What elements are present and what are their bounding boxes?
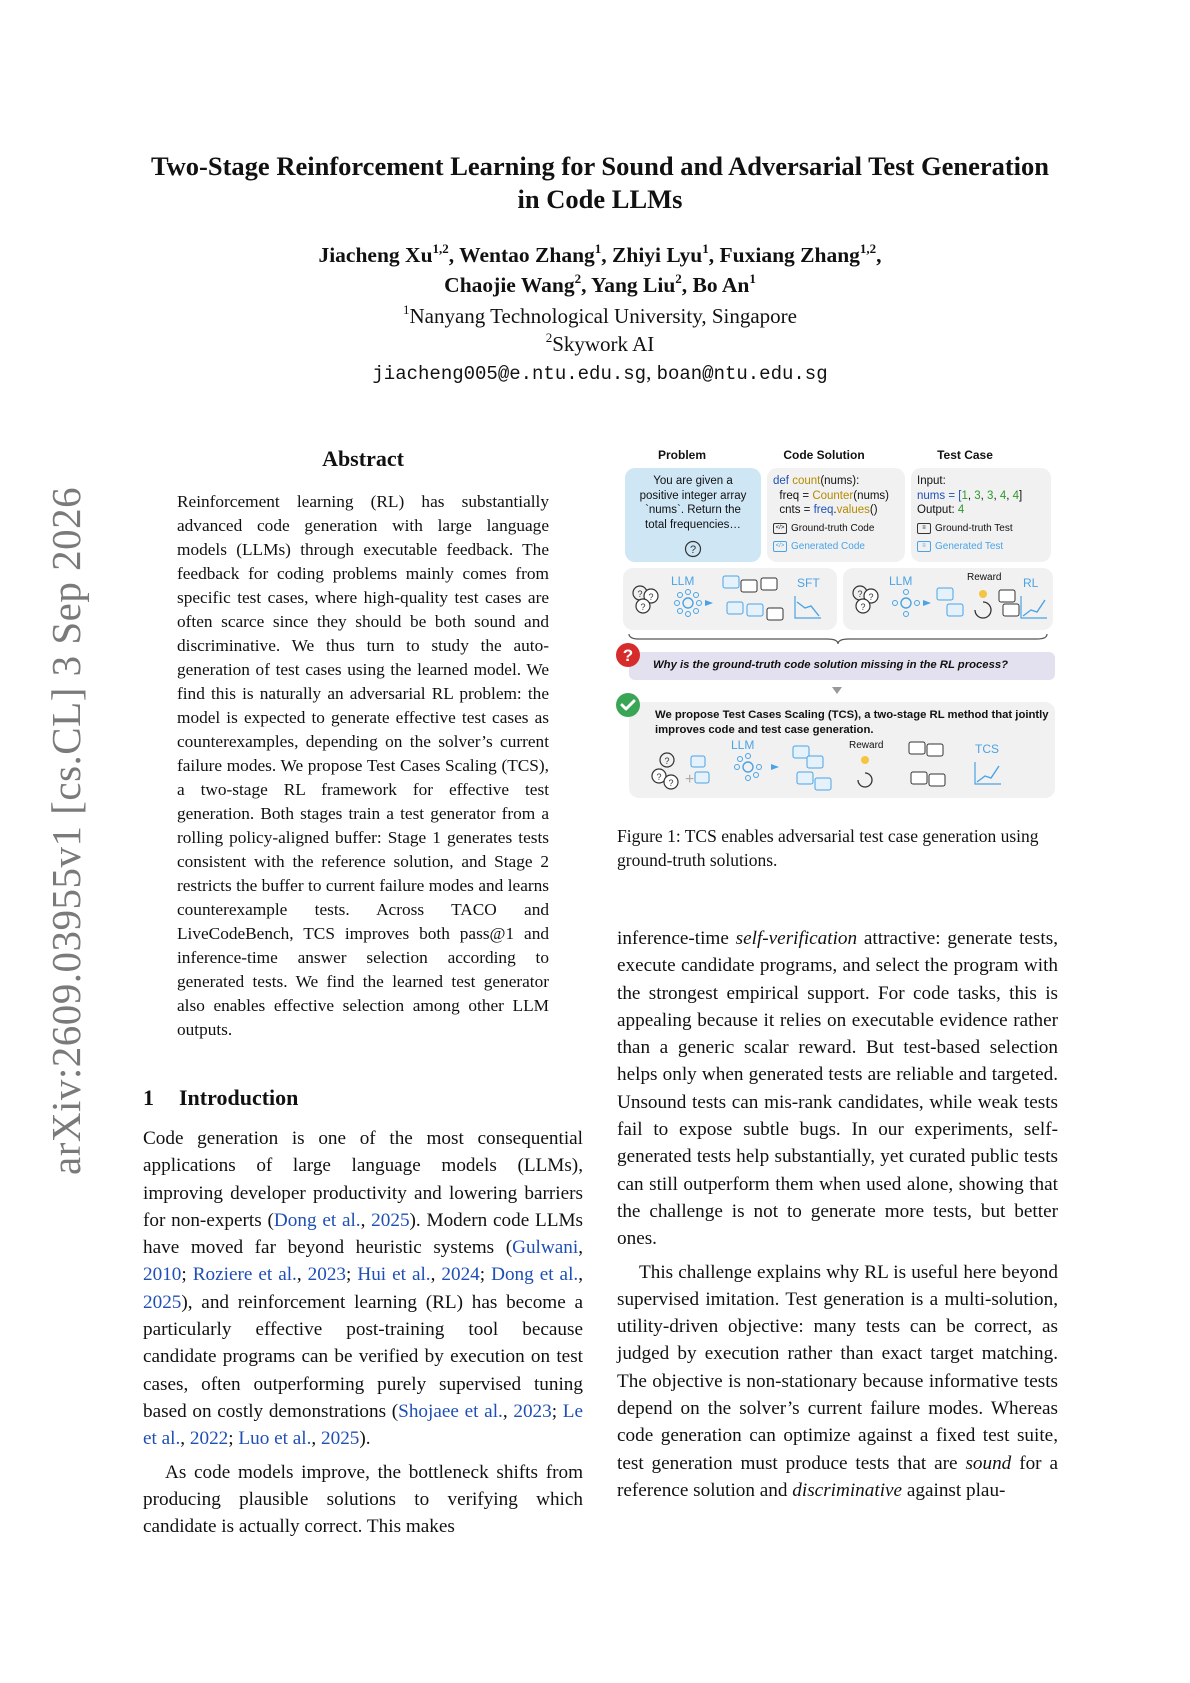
svg-text:?: ? xyxy=(664,756,670,766)
arrow-right-icon xyxy=(705,598,717,608)
citation-link[interactable]: 2025 xyxy=(143,1291,182,1313)
check-mark-icon xyxy=(615,692,641,718)
tcs-label: TCS xyxy=(975,742,999,756)
test-line: nums = [1, 3, 3, 4, 4] xyxy=(917,489,1023,502)
rl-panel xyxy=(843,568,1053,630)
citation-link[interactable]: 2023 xyxy=(307,1264,347,1286)
right-paragraph-1: inference-time self-verification attractive: generate tests, execute candidate programs, and select the program with the strongest empirical support. For code tasks, this is appealing because it relies on executable evidence rather than a generic scalar reward. But test-based selection helps only when generated tests are reliable and targeted. Unsound tests can mis-rank candidates, while weak tests fail to expose subtle bugs. In our experiments, self-generated tests help substantially, yet curated public tests can still outperform them when used alone, showing that the challenge is not to generate more tests, but better ones. xyxy=(617,928,1058,1250)
right-paragraph-2: This challenge explains why RL is useful here beyond supervised imitation. Test generation is a multi-solution, utility-driven objective: many tests can be correct, as judged by execution rather than exact target matching. The objective is non-stationary because informative tests depend on the solver’s current failure modes. Whereas code generation can optimize against a fixed test suite, test generation must produce tests that are sound for a reference solution and discriminative against plau- xyxy=(617,1261,1058,1501)
emphasized-term: sound xyxy=(965,1452,1012,1474)
header-code-solution: Code Solution xyxy=(783,448,865,462)
citation-link[interactable]: 2010 xyxy=(143,1264,182,1286)
citation-link[interactable]: 2025 xyxy=(371,1209,410,1231)
test-files-icon xyxy=(905,738,955,794)
svg-text:?: ? xyxy=(640,602,646,612)
svg-text:?: ? xyxy=(637,589,643,599)
llm-label-tcs: LLM xyxy=(731,738,755,752)
svg-text:?: ? xyxy=(656,772,662,782)
author-name: Jiacheng Xu xyxy=(318,243,433,267)
author-name: Zhiyi Lyu xyxy=(612,243,703,267)
legend-ground-truth-test: ≡ Ground-truth Test xyxy=(917,523,1013,534)
problem-plus-code-icon xyxy=(651,742,711,796)
affiliation-1: $^1$Nanyang Technological University, Singapore xyxy=(402,302,797,328)
code-solution-box xyxy=(767,468,905,562)
citation-link[interactable]: Shojaee et al. xyxy=(398,1400,503,1422)
sft-label: SFT xyxy=(797,576,820,590)
author-affiliation-marker: 1 xyxy=(594,241,602,256)
code-line: freq = Counter(nums) xyxy=(773,489,890,502)
author-list-line-1: Jiacheng Xu$^{1,2}$, Wentao Zhang$^1$, Zhiyi Lyu$^1$, Fuxiang Zhang$^{1,2}$, xyxy=(318,241,882,267)
legend-generated-code: </> Generated Code xyxy=(773,541,865,552)
reward-label-tcs: Reward xyxy=(849,740,884,751)
svg-text:?: ? xyxy=(857,589,863,599)
author-name: Yang Liu xyxy=(591,273,676,297)
llm-label-sft: LLM xyxy=(671,574,695,588)
author-name: Fuxiang Zhang xyxy=(719,243,860,267)
header-test-case: Test Case xyxy=(937,448,993,462)
generated-code-icon: </> xyxy=(773,541,787,552)
chart-up-icon xyxy=(973,760,1003,786)
citation-link[interactable]: 2022 xyxy=(189,1428,229,1450)
test-line: Input: xyxy=(917,475,946,487)
generated-files-icon xyxy=(717,572,789,626)
author-name: Wentao Zhang xyxy=(459,243,595,267)
test-snippet xyxy=(917,474,1022,518)
proposal-panel xyxy=(629,702,1055,798)
citation-link[interactable]: Roziere et al. xyxy=(192,1264,297,1286)
citation-link[interactable]: 2023 xyxy=(513,1400,552,1422)
figure-caption: Figure 1: TCS enables adversarial test case generation using ground-truth solutions. xyxy=(617,826,1039,870)
arrow-right-icon xyxy=(923,598,935,608)
header-problem: Problem xyxy=(657,448,706,462)
paper-title: Two-Stage Reinforcement Learning for Sound and Adversarial Test Generation in Code LLMs xyxy=(150,151,1050,214)
svg-text:+: + xyxy=(685,771,695,788)
citation-link[interactable]: 2024 xyxy=(441,1264,480,1286)
abstract-heading: Abstract xyxy=(322,446,404,471)
code-line: cnts = freq.values() xyxy=(773,504,878,516)
author-affiliation-marker: 2 xyxy=(574,271,582,286)
author-affiliation-marker: 1 xyxy=(702,241,709,256)
rl-label: RL xyxy=(1023,576,1039,590)
citation-link[interactable]: Dong et al. xyxy=(491,1264,579,1286)
llm-label-rl: LLM xyxy=(889,574,913,588)
citation-link[interactable]: Dong et al. xyxy=(273,1209,361,1231)
test-case-box xyxy=(911,468,1051,562)
svg-text:?: ? xyxy=(868,592,874,602)
reward-label: Reward xyxy=(967,572,1002,583)
author-affiliation-marker: 1 xyxy=(749,271,756,286)
arrow-right-icon xyxy=(771,762,783,772)
llm-network-icon xyxy=(733,752,763,782)
citation-link[interactable]: Le et al. xyxy=(143,1400,584,1450)
author-affiliation-marker: 1,2 xyxy=(859,241,877,256)
legend-ground-truth-code: </> Ground-truth Code xyxy=(773,523,874,534)
svg-text:?: ? xyxy=(689,544,697,556)
test-line: Output: 4 xyxy=(917,504,965,516)
code-line: def count(nums): xyxy=(773,475,860,487)
chart-up-icon xyxy=(1019,594,1049,620)
code-file-icon: </> xyxy=(773,523,787,534)
abstract-text: Reinforcement learning (RL) has substantially advanced code generation with large language models (LLMs) through executable feedback. The feedback for coding problems mainly comes from specific test cases, where high-quality test cases are often scarce since they should be both sound and discriminative. We thus turn to study the auto-generation of test cases using the learned model. We find this is naturally an adversarial RL problem: the model is expected to generate effective test cases as counterexamples, depending on the solver’s current failure modes. We propose Test Cases Scaling (TCS), a two-stage RL framework for effective test generation. Both stages train a test generator from a rolling policy-aligned buffer: Stage 1 generates tests consistent with the reference solution, and Stage 2 restricts the buffer to current failure modes and learns counterexample tests. Across TACO and LiveCodeBench, TCS improves both pass@1 and inference-time answer selection according to generated tests. We find the learned test generator also enables effective selection among other LLM outputs. xyxy=(177,492,549,1039)
problems-icon xyxy=(629,582,663,616)
citation-link[interactable]: Hui et al. xyxy=(357,1264,431,1286)
section-heading-introduction: 1 Introduction xyxy=(143,1085,299,1110)
problem-box xyxy=(625,468,761,562)
llm-network-icon xyxy=(891,588,921,618)
arxiv-identifier: arXiv:2609.03955v1 [cs.CL] 3 Sep 2026 xyxy=(43,486,89,1175)
question-mark-icon xyxy=(615,642,641,668)
legend-generated-test: ≡ Generated Test xyxy=(917,541,1003,552)
reward-cycle-icon xyxy=(969,586,1021,626)
svg-text:?: ? xyxy=(860,602,866,612)
citation-link[interactable]: Gulwani xyxy=(512,1237,579,1259)
author-list-line-2: Chaojie Wang$^2$, Yang Liu$^2$, Bo An$^1$ xyxy=(444,271,756,297)
intro-paragraph-1: Code generation is one of the most consequential applications of large language models (LLMs), improving developer productivity and lowering barriers for non-experts (Dong et al., 2025). Modern code LLMs have moved far beyond heuristic systems (Gulwani, 2010; Roziere et al., 2023; Hui et al., 2024; Dong et al., 2025), and reinforcement learning (RL) has become a particularly effective post-training tool because candidate programs can be verified by execution on test cases, often outperforming purely supervised tuning based on costly demonstrations (Shojaee et al., 2023; Le et al., 2022; Luo et al., 2025). xyxy=(143,1128,584,1450)
citation-link[interactable]: Luo et al. xyxy=(238,1428,312,1450)
intro-left-column xyxy=(143,1125,583,1540)
svg-text:?: ? xyxy=(622,646,634,665)
arrow-down-icon xyxy=(831,686,843,696)
sft-panel xyxy=(623,568,837,630)
question-text: Why is the ground-truth code solution missing in the RL process? xyxy=(653,659,1009,671)
author-name: Chaojie Wang xyxy=(444,273,575,297)
emphasized-term: discriminative xyxy=(792,1479,903,1501)
affiliation-2: $^2$Skywork AI xyxy=(545,330,655,356)
intro-paragraph-2: As code models improve, the bottleneck shifts from producing plausible solutions to verifying which candidate is actually correct. This makes xyxy=(143,1461,583,1538)
svg-text:?: ? xyxy=(648,592,654,602)
generated-files-icon xyxy=(935,582,967,620)
citation-link[interactable]: 2025 xyxy=(321,1428,360,1450)
proposal-text: We propose Test Cases Scaling (TCS), a two-stage RL method that jointly improves code and test case generation. xyxy=(655,709,1049,736)
email-1[interactable]: jiacheng005@e.ntu.edu.sg xyxy=(372,363,647,385)
problems-icon xyxy=(849,582,883,616)
figure-1 xyxy=(617,440,1058,812)
code-snippet xyxy=(773,474,889,518)
author-affiliation-marker: 2 xyxy=(675,271,682,286)
brace-divider xyxy=(627,632,1049,646)
generated-test-icon: ≡ xyxy=(917,541,931,552)
svg-text:?: ? xyxy=(668,778,674,788)
email-2[interactable]: boan@ntu.edu.sg xyxy=(656,363,828,385)
author-name: Bo An xyxy=(692,273,750,297)
author-affiliation-marker: 1,2 xyxy=(432,241,449,256)
test-file-icon: ≡ xyxy=(917,523,931,534)
problem-text: You are given a positive integer array `nums`. Return the total frequencies… xyxy=(639,475,747,531)
intro-right-column xyxy=(617,925,1058,1504)
generated-files-icon xyxy=(789,740,839,796)
llm-network-icon xyxy=(673,588,703,618)
chart-down-icon xyxy=(793,594,823,620)
question-icon xyxy=(684,540,702,558)
question-bar xyxy=(629,652,1055,680)
reward-cycle-icon xyxy=(855,754,875,790)
emphasized-term: self-verification xyxy=(735,928,858,949)
author-emails: jiacheng005@e.ntu.edu.sg, boan@ntu.edu.sg xyxy=(372,360,828,385)
